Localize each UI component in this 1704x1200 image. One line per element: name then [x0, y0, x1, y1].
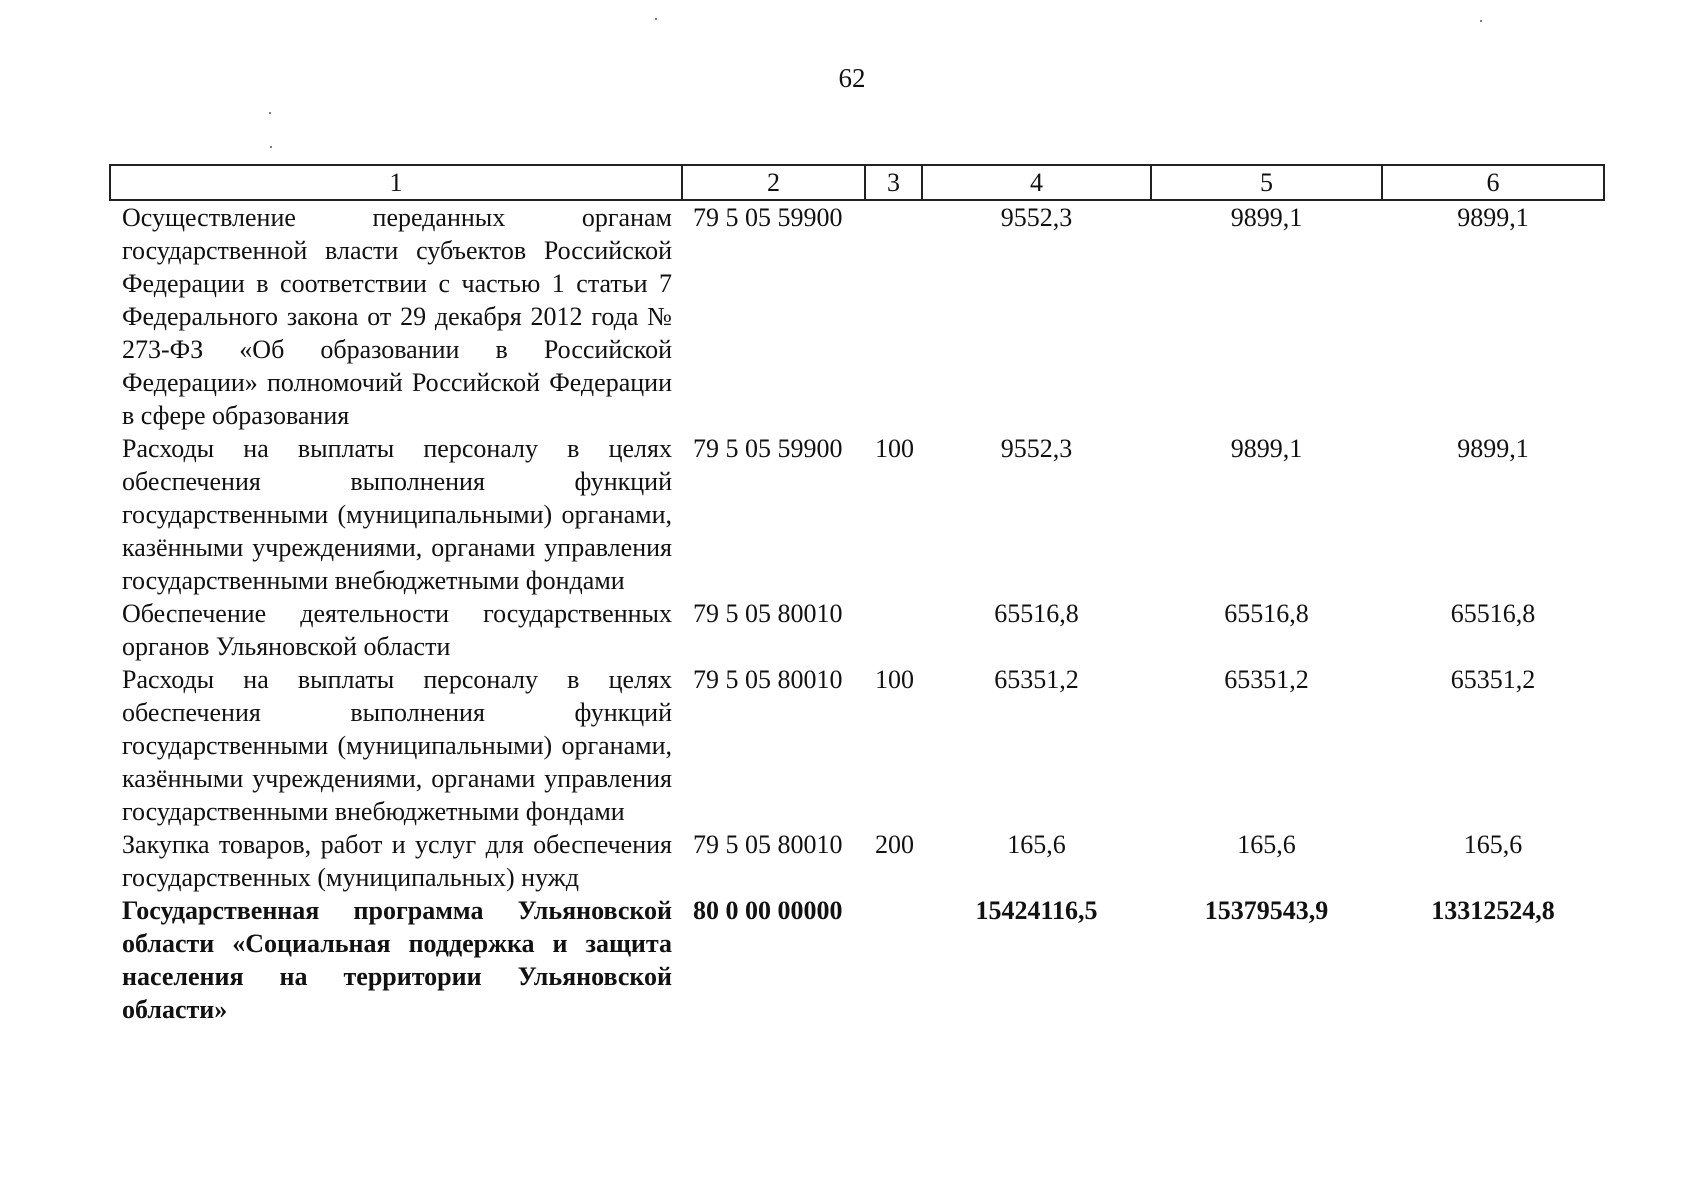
row-name: Осуществление переданных органам государственной власти субъектов Российской Федерации в соответствии с частью 1 статьи 7 Федерального закона от 29 декабря 2012 года № 273-ФЗ «Об образовании в Российской Федерации» полномочий Российской Федерации в сфере образования — [122, 203, 672, 430]
row-value-5: 15379543,9 — [1204, 896, 1329, 925]
row-value-5: 9899,1 — [1230, 203, 1303, 232]
row-name: Государственная программа Ульяновской области «Социальная поддержка и защита населения на территории Ульяновской области» — [122, 896, 672, 1024]
budget-table — [109, 164, 1605, 1026]
row-code: 79 5 05 59900 — [693, 434, 843, 463]
row-value-4: 9552,3 — [1000, 434, 1073, 463]
scan-speck — [1480, 20, 1482, 22]
row-value-5: 65351,2 — [1224, 665, 1309, 694]
row-value-5: 9899,1 — [1230, 434, 1303, 463]
row-expense-type — [865, 894, 922, 1026]
row-code: 79 5 05 80010 — [693, 665, 843, 694]
row-value-6: 165,6 — [1463, 830, 1523, 859]
row-code: 79 5 05 80010 — [693, 599, 843, 628]
row-value-6: 65516,8 — [1450, 599, 1536, 628]
header-row — [110, 165, 1604, 200]
row-name: Обеспечение деятельности государственных органов Ульяновской области — [122, 599, 672, 661]
row-value-6: 13312524,8 — [1431, 896, 1555, 925]
row-code: 79 5 05 80010 — [693, 830, 843, 859]
table-row — [110, 663, 1604, 828]
scan-speck — [269, 112, 271, 114]
table-row — [110, 828, 1604, 894]
row-expense-type: 100 — [875, 434, 914, 463]
page-number: 62 — [838, 63, 866, 93]
scan-speck — [270, 146, 272, 148]
table-header — [110, 165, 1604, 200]
row-value-4: 165,6 — [1007, 830, 1066, 859]
row-expense-type — [865, 200, 922, 432]
header-cell-3: 3 — [865, 165, 922, 200]
row-name: Расходы на выплаты персоналу в целях обеспечения выполнения функций государственными (муниципальными) органами, казёнными учреждениями, органами управления государственными внебюджетными фондами — [122, 665, 672, 826]
row-value-4: 65516,8 — [994, 599, 1079, 628]
row-value-4: 15424116,5 — [975, 896, 1098, 925]
table-row — [110, 597, 1604, 663]
table-row — [110, 200, 1604, 432]
row-name: Закупка товаров, работ и услуг для обеспечения государственных (муниципальных) нужд — [122, 830, 672, 892]
header-cell-5: 5 — [1151, 165, 1382, 200]
row-code: 79 5 05 59900 — [693, 203, 843, 232]
scan-speck — [655, 18, 657, 20]
row-value-4: 65351,2 — [994, 665, 1079, 694]
row-value-5: 65516,8 — [1224, 599, 1309, 628]
header-cell-4: 4 — [922, 165, 1151, 200]
row-value-4: 9552,3 — [1000, 203, 1073, 232]
row-code: 80 0 00 00000 — [693, 896, 843, 925]
row-value-5: 165,6 — [1237, 830, 1296, 859]
row-expense-type: 200 — [875, 830, 914, 859]
header-cell-6: 6 — [1382, 165, 1604, 200]
row-value-6: 65351,2 — [1450, 665, 1536, 694]
table-body — [110, 200, 1604, 1026]
table-row-program — [110, 894, 1604, 1026]
header-cell-2: 2 — [682, 165, 865, 200]
header-cell-1: 1 — [110, 165, 682, 200]
row-name: Расходы на выплаты персоналу в целях обеспечения выполнения функций государственными (муниципальными) органами, казёнными учреждениями, органами управления государственными внебюджетными фондами — [122, 434, 672, 595]
table-row — [110, 432, 1604, 597]
row-value-6: 9899,1 — [1457, 203, 1529, 232]
row-expense-type: 100 — [875, 665, 914, 694]
row-value-6: 9899,1 — [1457, 434, 1529, 463]
row-expense-type — [865, 597, 922, 663]
